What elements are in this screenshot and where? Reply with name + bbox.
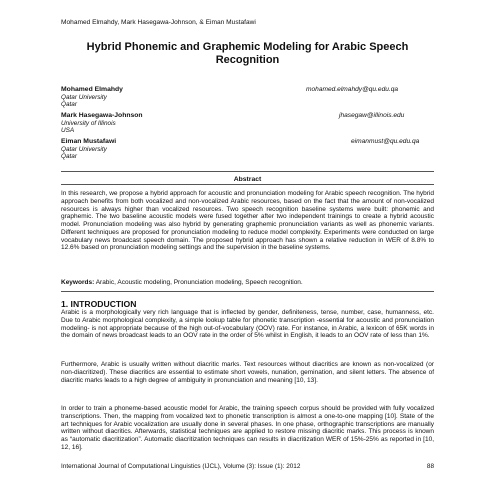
keywords-label: Keywords: [61,279,95,286]
author-block-1 [61,86,421,109]
author-name: Eiman Mustafawi [61,138,117,145]
author-affiliation: University of Illinois [61,119,116,127]
keywords-list: Arabic, Acoustic modeling, Pronunciation modeling, Speech recognition. [95,279,303,286]
intro-paragraph-2: Furthermore, Arabic is usually written without diacritic marks. Text resources without diacritics are known as non-vocalized (or non-diacritized). These diacritics are essential to estimate short vowels, nunation, gemination, and silent letters. The absence of diacritic marks leads to a high degree of ambiguity in pronunciation and meaning [10, 13]. [61,361,434,384]
section-heading-introduction: 1. INTRODUCTION [61,299,137,309]
abstract-heading: Abstract [233,176,262,183]
keywords-line [61,279,434,287]
intro-paragraph-3: In order to train a phoneme-based acoustic model for Arabic, the training speech corpus should be provided with fully vocalized transcriptions. Then, the mapping from vocalized text to phonetic transcription is almost a one-to-one mapping [10]. State of the art techniques for Arabic vocalization are usually done in several phases. In one phase, orthographic transcriptions are manually written without diacritics. Afterwards, statistical techniques are applied to restore missing diacritic marks. This process is known as “automatic diacritization”. Automatic diacritization techniques can results in diacritization WER of 15%-25% as reported in [10, 12, 16]. [61,405,434,451]
running-head: Mohamed Elmahdy, Mark Hasegawa-Johnson, & Eiman Mustafawi [61,19,256,26]
abstract-text: In this research, we propose a hybrid approach for acoustic and pronunciation modeling for Arabic speech recognition. The hybrid approach benefits from both vocalized and non-vocalized Arabic resources, based on the fact that the amount of non-vocalized resources is always higher than vocalized resources. Two speech recognition baseline systems were built: phonemic and graphemic. The two baseline acoustic models were fused together after two independent trainings to create a hybrid acoustic model. Pronunciation modeling was also hybrid by generating graphemic pronunciation variants as well as phonemic variants. Different techniques are proposed for pronunciation modeling to reduce model complexity. Experiments were conducted on large vocabulary news broadcast speech domain. The proposed hybrid approach has shown a relative reduction in WER of 8.8% to 12.6% based on pronunciation modeling settings and the supervision in the baseline systems. [61,190,434,252]
author-block-2 [61,112,421,135]
author-country: USA [61,127,75,135]
abstract-top-rule [61,171,434,172]
author-name: Mark Hasegawa-Johnson [61,112,143,119]
abstract-heading-rule [61,184,434,185]
author-email[interactable]: jhasegaw@illinois.edu [339,112,405,119]
paper-title: Hybrid Phonemic and Graphemic Modeling for Arabic Speech Recognition [86,41,409,66]
author-affiliation: Qatar University [61,145,107,153]
author-name: Mohamed Elmahdy [61,86,123,93]
page-footer [61,463,434,470]
author-block-3 [61,138,421,161]
keywords-rule [61,291,434,292]
author-country: Qatar [61,101,77,109]
page-number: 88 [426,463,434,470]
author-email[interactable]: eimanmust@qu.edu.qa [351,138,420,145]
author-country: Qatar [61,153,77,161]
author-email[interactable]: mohamed.elmahdy@qu.edu.qa [306,86,399,93]
intro-paragraph-1: Arabic is a morphologically very rich language that is inflected by gender, definiteness, tense, number, case, humanness, etc. Due to Arabic morphological complexity, a simple lookup table for phonetic transcription -essential for acoustic and pronunciation modeling- is not appropriate because of the high out-of-vocabulary (OOV) rate. For instance, in Arabic, a lexicon of 65K words in the domain of news broadcast leads to an OOV rate in the order of 5% whilst in English, it leads to an OOV rate of less than 1%. [61,309,434,340]
journal-citation: International Journal of Computational Linguistics (IJCL), Volume (3): Issue (1): 2012 [61,463,301,470]
author-affiliation: Qatar University [61,93,107,101]
